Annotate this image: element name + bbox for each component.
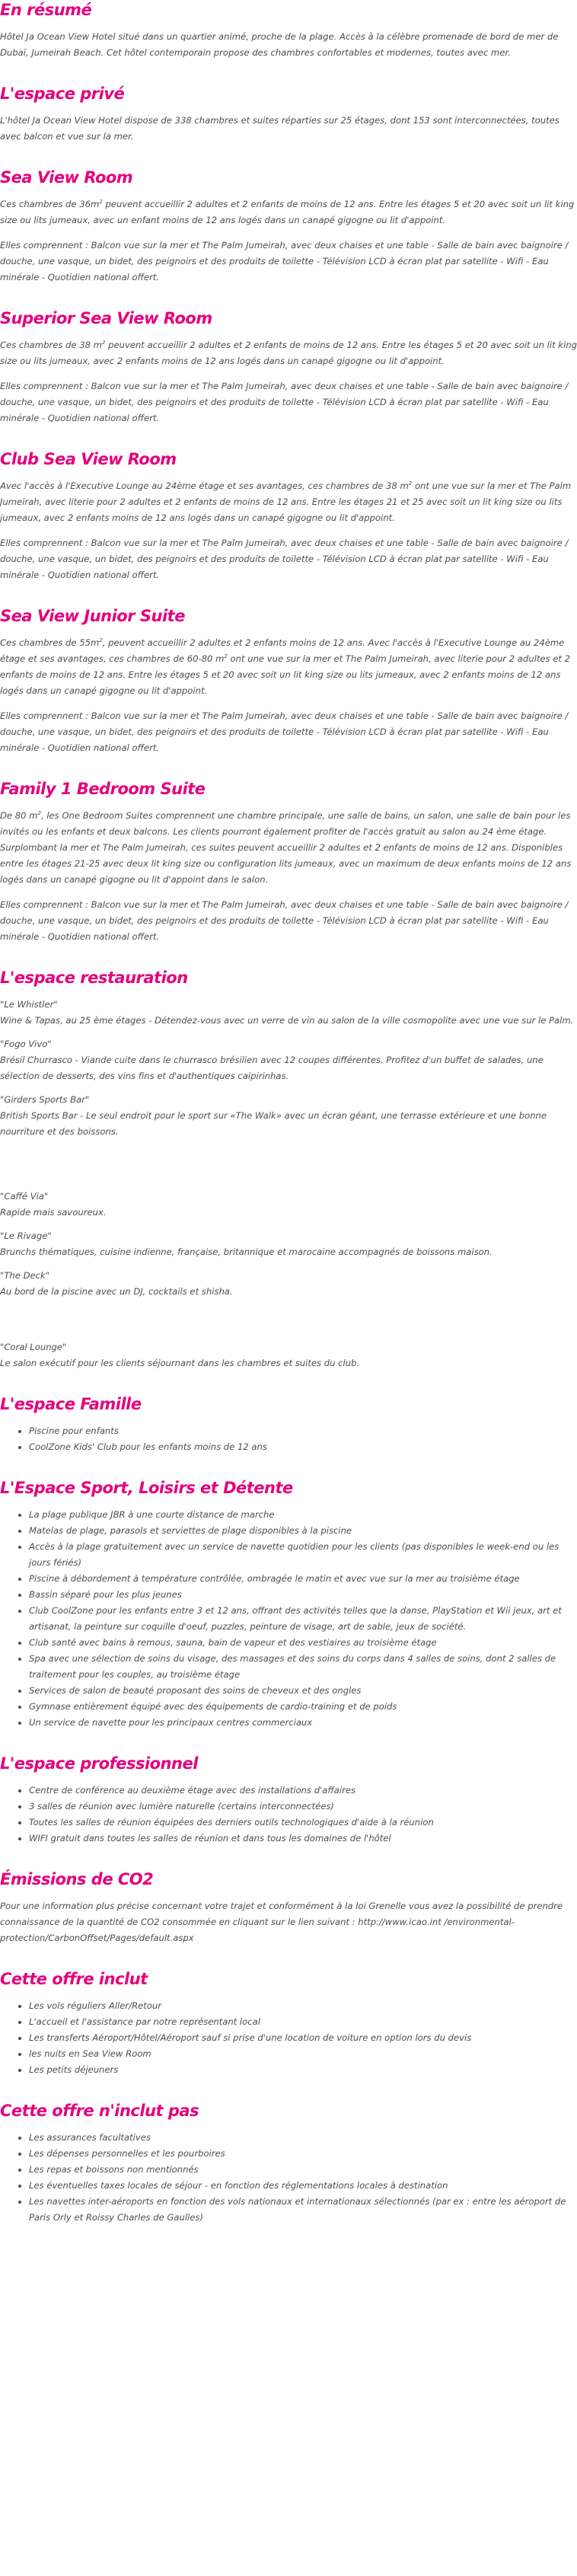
restaurant-girders [0, 1092, 577, 1140]
list-item: • Les transferts Aéroport/Hôtel/Aéroport sauf si prise d'une location de voiture en option lors du devis [29, 2030, 577, 2046]
room-equipment: Elles comprennent : Balcon vue sur la mer et The Palm Jumeirah, avec deux chaises et une table - Salle de bain avec baignoire / douche, une vasque, un bidet, des peignoirs et des produits de toilette - Télévision LCD à écran plat par satellite - Wifi - Eau minérale - Quotidien national offert. [0, 240, 569, 282]
list-item: • Piscine pour enfants [29, 1423, 577, 1439]
room-description: De 80 $m^2$, les One Bedroom Suites comprennent une chambre principale, une salle de bains, un salon, une salle de bain pour les invités ou les enfants et deux balcons. Les clients pourront également profiter de l'accès gratuit au salon au 24 ème étage. Surplombant la mer et The Palm Jumeirah, ces suites peuvent accueillir 2 adultes et 2 enfants de moins de 12 ans. Disponibles entre les étages 21-25 avec deux lit king size ou configuration lits jumeaux, avec un maximum de deux enfants moins de 12 ans logés dans un canapé gigogne ou lit d'appoint dans le salon. [0, 810, 572, 885]
list-item: • Les éventuelles taxes locales de séjour - en fonction des réglementations locales à destination [29, 2178, 577, 2194]
section-offer-excludes [0, 2101, 577, 2226]
list-item: • Les navettes inter-aéroports en fonction des vols nationaux et internationaux sélectionnés (par ex : entre les aéroport de Paris Orly et Roissy Charles de Gaulles) [29, 2194, 577, 2226]
section-co2 [0, 1869, 577, 1946]
room-title: Family 1 Bedroom Suite [0, 780, 206, 798]
list-item: • les nuits en Sea View Room [29, 2046, 577, 2062]
restaurant-name: "Caffé Via" [0, 1191, 49, 1202]
list-item: • Bassin séparé pour les plus jeunes [29, 1587, 577, 1603]
room-title: Club Sea View Room [0, 450, 177, 468]
section-family-suite [0, 779, 577, 945]
co2-text: Pour une information plus précise concernant votre trajet et conformément à la loi Grenelle vous avez la possibilité de prendre connaissance de la quantité de CO2 consommée en cliquant sur le lien suivant : http://www.icao.int /environmental-protection/CarbonOffset/Pages/default.aspx [0, 1901, 563, 1943]
section-title: L'espace privé [0, 85, 125, 103]
room-title: Superior Sea View Room [0, 309, 212, 327]
list-item: • Les vols réguliers Aller/Retour [29, 1998, 577, 2014]
section-title: Cette offre inclut [0, 1970, 148, 1988]
list-item: • Gymnase entièrement équipé avec des équipements de cardio-training et de poids [29, 1699, 577, 1715]
restaurant-name: "Fogo Vivo" [0, 1039, 52, 1049]
section-superior-sea-view-room [0, 308, 577, 426]
restaurant-fogo-vivo [0, 1036, 577, 1084]
section-title: L'Espace Sport, Loisirs et Détente [0, 1479, 293, 1497]
list-item: • Spa avec une sélection de soins du visage, des massages et des soins du corps dans 4 salles de soins, dont 2 salles de traitement pour les couples, au troisième étage [29, 1651, 577, 1683]
restaurant-caffe-via [0, 1189, 577, 1221]
room-equipment: Elles comprennent : Balcon vue sur la mer et The Palm Jumeirah, avec deux chaises et une table - Salle de bain avec baignoire / douche, une vasque, un bidet, des peignoirs et des produits de toilette - Télévision LCD à écran plat par satellite - Wifi - Eau minérale - Quotidien national offert. [0, 899, 569, 942]
restaurant-name: "Coral Lounge" [0, 1342, 67, 1352]
list-item: • Les dépenses personnelles et les pourboires [29, 2146, 577, 2162]
restaurant-description: British Sports Bar - Le seul endroit pour le sport sur «The Walk» avec un écran géant, une terrasse extérieure et une bonne nourriture et des boissons. [0, 1110, 547, 1137]
list-item: • Club CoolZone pour les enfants entre 3 et 12 ans, offrant des activités telles que la danse, PlayStation et Wii jeux, art et artisanat, la peinture sur coquille d'oeuf, puzzles, peinture de visage, art de sable, jeux de société. [29, 1603, 577, 1635]
restaurant-name: "Le Whistler" [0, 999, 58, 1010]
section-private-space [0, 84, 577, 145]
list-item: • WIFI gratuit dans toutes les salles de réunion et dans tous les domaines de l'hôtel [29, 1831, 577, 1847]
list-item: • Les petits déjeuners [29, 2062, 577, 2078]
room-description: Ces chambres de $55m^2$, peuvent accueillir 2 adultes et 2 enfants moins de 12 ans. Avec l'accès à l'Executive Lounge au 24ème étage et ses avantages, ces chambres de 60-80 $m^2$ ont une vue sur la mer et The Palm Jumeirah, avec literie pour 2 adultes et 2 enfants de moins de 12 ans. Entre les étages 5 et 20 avec soit un lit king size ou lits jumeaux, avec 2 enfants moins de 12 ans logés dans un canapé gigogne ou lit d'appoint. [0, 637, 570, 696]
restaurant-description: Au bord de la piscine avec un DJ, cocktails et shisha. [0, 1286, 233, 1297]
section-club-sea-view-room [0, 449, 577, 583]
includes-list [0, 1998, 577, 2078]
room-description: Ces chambres de $36m^2$ peuvent accueillir 2 adultes et 2 enfants de moins de 12 ans. Entre les étages 5 et 20 avec soit un lit king size ou lits jumeaux, avec un enfant moins de 12 ans logés dans un canapé gigogne ou lit d'appoint. [0, 199, 575, 225]
section-offer-includes [0, 1969, 577, 2078]
restaurant-description: Rapide mais savoureux. [0, 1207, 107, 1218]
private-space-text: L'hôtel Ja Ocean View Hotel dispose de 338 chambres et suites réparties sur 25 étages, dont 153 sont interconnectées, toutes avec balcon et vue sur la mer. [0, 115, 559, 142]
section-title: Cette offre n'inclut pas [0, 2102, 199, 2120]
list-item: • CoolZone Kids' Club pour les enfants moins de 12 ans [29, 1439, 577, 1455]
list-item: • Matelas de plage, parasols et serviettes de plage disponibles à la piscine [29, 1523, 577, 1539]
list-item: • Un service de navette pour les principaux centres commerciaux [29, 1715, 577, 1731]
restaurant-description: Wine & Tapas, au 25 ème étages - Détendez-vous avec un verre de vin au salon de la ville cosmopolite avec une vue sur le Palm. [0, 1015, 574, 1026]
family-list [0, 1423, 577, 1455]
section-title: Émissions de CO2 [0, 1870, 154, 1888]
section-sea-view-room [0, 168, 577, 286]
room-title: Sea View Junior Suite [0, 607, 185, 625]
restaurant-le-rivage [0, 1228, 577, 1260]
room-description: Ces chambres de 38 $m^2$ peuvent accueillir 2 adultes et 2 enfants de moins de 12 ans. Entre les étages 5 et 20 avec soit un lit king size ou lits jumeaux, avec 2 enfants moins de 12 ans logés dans un canapé gigogne ou lit d'appoint. [0, 340, 577, 366]
section-title: L'espace restauration [0, 969, 188, 987]
room-description: Avec l'accès à l'Executive Lounge au 24ème étage et ses avantages, ces chambres de 38 $m^2$ ont une vue sur la mer et The Palm Jumeirah, avec literie pour 2 adultes et 2 enfants de moins de 12 ans. Entre les étages 21 et 25 avec soit un lit king size ou lits jumeaux, avec 2 enfants moins de 12 ans logés dans un canapé gigogne ou lit d'appoint. [0, 480, 572, 523]
list-item: • Toutes les salles de réunion équipées des derniers outils technologiques d'aide à la réunion [29, 1815, 577, 1831]
room-equipment: Elles comprennent : Balcon vue sur la mer et The Palm Jumeirah, avec deux chaises et une table - Salle de bain avec baignoire / douche, une vasque, un bidet, des peignoirs et des produits de toilette - Télévision LCD à écran plat par satellite - Wifi - Eau minérale - Quotidien national offert. [0, 538, 569, 580]
restaurant-description: Le salon exécutif pour les clients séjournant dans les chambres et suites du club. [0, 1358, 360, 1368]
section-sport [0, 1478, 577, 1731]
restaurant-name: "Le Rivage" [0, 1231, 52, 1241]
list-item: • Accès à la plage gratuitement avec un service de navette quotidien pour les clients (pas disponibles le week-end ou les jours fériés) [29, 1539, 577, 1571]
restaurant-coral-lounge [0, 1339, 577, 1371]
room-equipment: Elles comprennent : Balcon vue sur la mer et The Palm Jumeirah, avec deux chaises et une table - Salle de bain avec baignoire / douche, une vasque, un bidet, des peignoirs et des produits de toilette - Télévision LCD à écran plat par satellite - Wifi - Eau minérale - Quotidien national offert. [0, 381, 569, 423]
list-item: • Centre de conférence au deuxième étage avec des installations d'affaires [29, 1783, 577, 1799]
sport-list [0, 1507, 577, 1731]
section-title: L'espace Famille [0, 1395, 142, 1413]
restaurant-description: Brésil Churrasco - Viande cuite dans le churrasco brésilien avec 12 coupes différentes. Profitez d'un buffet de salades, une sélection de desserts, des vins fins et d'authentiques caipirinhas. [0, 1055, 544, 1081]
section-family [0, 1394, 577, 1455]
section-title: En résumé [0, 1, 92, 19]
section-restauration [0, 968, 577, 1371]
list-item: • Services de salon de beauté proposant des soins de cheveux et des ongles [29, 1683, 577, 1699]
restaurant-whistler [0, 997, 577, 1029]
resume-text: Hôtel Ja Ocean View Hotel situé dans un quartier animé, proche de la plage. Accès à la célèbre promenade de bord de mer de Dubaï, Jumeirah Beach. Cet hôtel contemporain propose des chambres confortables et modernes, toutes avec mer. [0, 31, 559, 58]
excludes-list [0, 2130, 577, 2226]
section-sea-view-junior-suite [0, 606, 577, 756]
list-item: • Piscine à débordement à température contrôlée, ombragée le matin et avec vue sur la mer au troisième étage [29, 1571, 577, 1587]
restaurant-name: "The Deck" [0, 1270, 50, 1281]
list-item: • Club santé avec bains à remous, sauna, bain de vapeur et des vestiaires au troisième étage [29, 1635, 577, 1651]
section-professional [0, 1754, 577, 1847]
list-item: • Les repas et boissons non mentionnés [29, 2162, 577, 2178]
restaurant-description: Brunchs thématiques, cuisine indienne, française, britannique et marocaine accompagnés de boissons maison. [0, 1247, 493, 1257]
professional-list [0, 1783, 577, 1847]
list-item: • L'accueil et l'assistance par notre représentant local [29, 2014, 577, 2030]
list-item: • Les assurances facultatives [29, 2130, 577, 2146]
list-item: • La plage publique JBR à une courte distance de marche [29, 1507, 577, 1523]
room-equipment: Elles comprennent : Balcon vue sur la mer et The Palm Jumeirah, avec deux chaises et une table - Salle de bain avec baignoire / douche, une vasque, un bidet, des peignoirs et des produits de toilette - Télévision LCD à écran plat par satellite - Wifi - Eau minérale - Quotidien national offert. [0, 710, 569, 753]
section-title: L'espace professionnel [0, 1754, 198, 1773]
section-resume [0, 0, 577, 61]
room-title: Sea View Room [0, 168, 133, 187]
restaurant-name: "Girders Sports Bar" [0, 1094, 90, 1105]
restaurant-the-deck [0, 1268, 577, 1300]
list-item: • 3 salles de réunion avec lumière naturelle (certains interconnectées) [29, 1799, 577, 1815]
